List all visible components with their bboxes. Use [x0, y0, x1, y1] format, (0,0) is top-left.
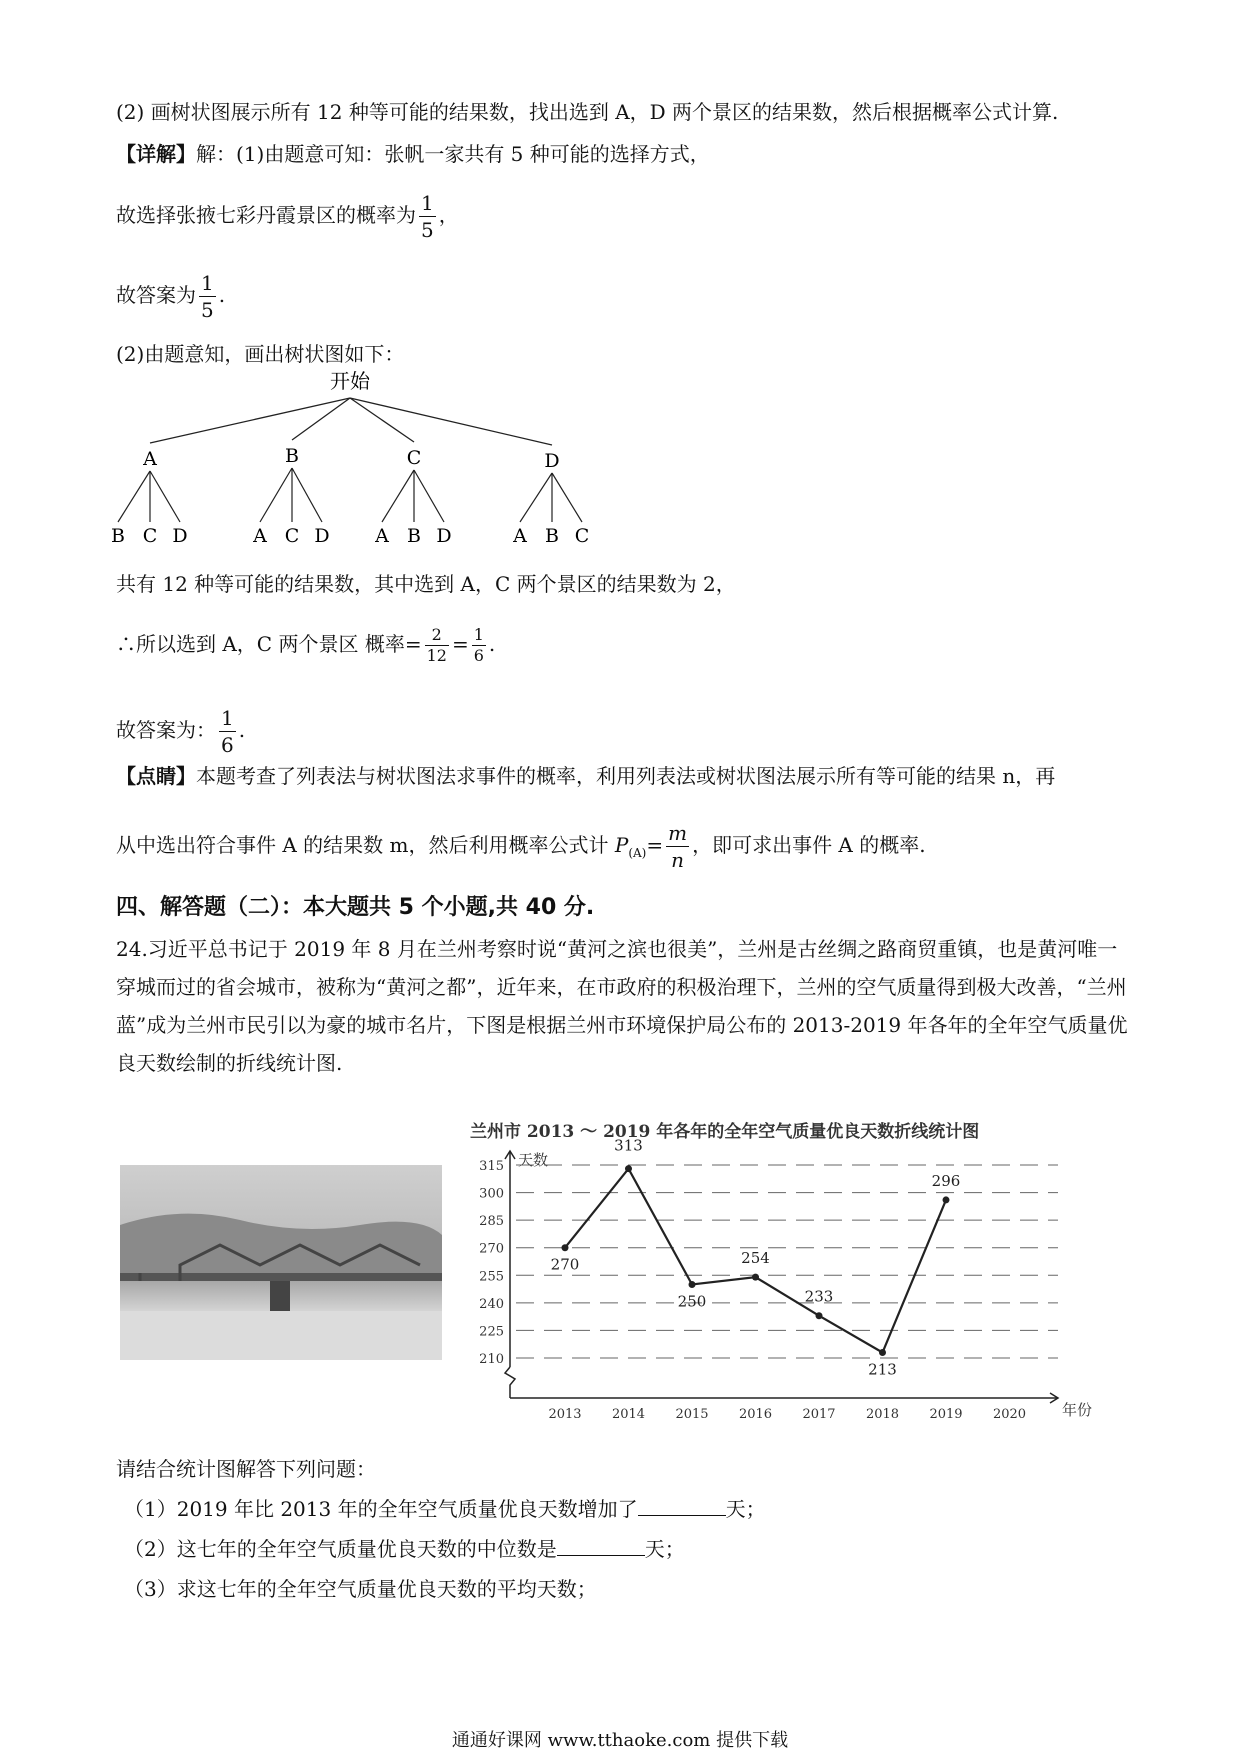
- y-tick-label: 300: [479, 1186, 504, 1202]
- tree-leaf-label: A: [375, 525, 389, 547]
- y-tick-label: 210: [479, 1352, 504, 1367]
- data-label: 213: [868, 1360, 897, 1379]
- y-tick-label: 315: [479, 1159, 504, 1174]
- data-point: [689, 1281, 696, 1288]
- fraction-numerator: m: [668, 821, 688, 845]
- page-footer: 通通好课网 www.tthaoke.com 提供下载: [451, 1730, 789, 1751]
- data-point: [752, 1274, 759, 1281]
- x-tick-label: 2015: [675, 1407, 709, 1422]
- questions-prompt: 请结合统计图解答下列问题：: [116, 1457, 376, 1481]
- data-label: 250: [677, 1292, 707, 1311]
- tree-leaf-label: C: [574, 525, 590, 547]
- question-24-text: 24.习近平总书记于 2019 年 8 月在兰州考察时说“黄河之滨也很美”，兰州是古丝绸之路商贸重镇，也是黄河唯一穿城而过的省会城市，被称为“黄河之都”，近年来，在市政府的积极治理下，兰州的空气质量得到极大改善，“兰州蓝”成为兰州市民引以为豪的城市名片，下图是根据兰州市环境保护局公布的 2013-2019 年各年的全年空气质量优良天数绘制的折线统计图.: [116, 937, 1128, 1075]
- y-tick-label: 225: [479, 1324, 504, 1340]
- question-1: [124, 1495, 766, 1523]
- comment-text2a: 从中选出符合事件 A 的结果数 m，然后利用概率公式计: [116, 833, 609, 857]
- data-label: 270: [550, 1255, 580, 1274]
- formula-p: P: [614, 833, 629, 857]
- fraction-numerator: 2: [425, 625, 449, 646]
- comment-tag: 【点睛】: [116, 764, 196, 788]
- detail-text: 解：(1)由题意可知：张帆一家共有 5 种可能的选择方式，: [196, 142, 710, 166]
- tree-leaf-line: [382, 470, 414, 522]
- chart-title: 兰州市 2013 ～ 2019 年各年的全年空气质量优良天数折线统计图: [470, 1122, 980, 1142]
- comma: ，: [438, 203, 459, 227]
- formula-eq: =: [646, 833, 664, 857]
- answer1-prefix: 故答案为: [116, 283, 196, 307]
- y-tick-label: 255: [479, 1269, 504, 1285]
- fraction-2-12: [425, 625, 449, 666]
- tree-leaf-label: A: [253, 525, 267, 547]
- tree-branch-label: D: [544, 450, 560, 472]
- period: .: [238, 718, 246, 742]
- question-2-unit: 天；: [644, 1537, 685, 1561]
- question-3: （3）求这七年的全年空气质量优良天数的平均天数；: [124, 1577, 597, 1601]
- tree-branch-label: A: [143, 448, 157, 470]
- answer2-line: [116, 705, 245, 758]
- comment-line2: [116, 820, 926, 873]
- bridge-icon: [120, 1165, 442, 1360]
- question-1-text: （1）2019 年比 2013 年的全年空气质量优良天数增加了: [124, 1497, 638, 1521]
- section-heading: 四、解答题（二）：本大题共 5 个小题,共 40 分.: [116, 895, 595, 920]
- x-tick-label: 2014: [611, 1407, 646, 1422]
- bridge-photo: [120, 1165, 442, 1360]
- tree-leaf-label: B: [545, 525, 559, 547]
- data-point: [816, 1312, 823, 1319]
- x-tick-label: 2013: [548, 1407, 582, 1422]
- fraction-1-6: [472, 625, 486, 666]
- fraction-numerator: 1: [221, 706, 234, 730]
- data-point: [562, 1244, 569, 1251]
- question-2: [124, 1535, 685, 1563]
- x-tick-label: 2019: [929, 1407, 963, 1422]
- answer2-prefix: 故答案为：: [116, 718, 216, 742]
- comment-text2b: ，即可求出事件 A 的概率.: [692, 833, 926, 857]
- fraction-denominator: 5: [201, 298, 214, 322]
- y-tick-label: 285: [479, 1214, 504, 1230]
- data-point: [943, 1196, 950, 1203]
- fraction-denominator: n: [671, 848, 685, 872]
- period: .: [218, 283, 226, 307]
- y-tick-label: 270: [479, 1241, 504, 1257]
- tree-leaf-label: D: [314, 525, 330, 547]
- tree-leaf-line: [150, 471, 180, 522]
- tree-branch-line: [350, 398, 414, 442]
- tree-leaf-label: C: [142, 525, 158, 547]
- tree-branch-label: C: [406, 447, 422, 469]
- tree-leaf-line: [292, 468, 322, 522]
- tree-leaf-line: [552, 473, 582, 522]
- axis-break-mark: [505, 1367, 515, 1398]
- tree-leaf-line: [520, 473, 552, 522]
- fraction-numerator: 1: [473, 625, 484, 644]
- data-point: [625, 1165, 632, 1172]
- x-tick-label: 2016: [738, 1407, 773, 1422]
- fraction-1-5-answer: [199, 270, 216, 323]
- answer-blank-2[interactable]: [557, 1535, 645, 1556]
- tree-leaf-line: [118, 471, 150, 522]
- x-tick-label: 2020: [992, 1407, 1027, 1422]
- data-label: 254: [741, 1249, 770, 1268]
- comment-text1: 本题考查了列表法与树状图法求事件的概率，利用列表法或树状图法展示所有等可能的结果 n，再: [196, 764, 1056, 788]
- fraction-denominator: 12: [426, 646, 447, 665]
- tree-leaf-label: D: [436, 525, 452, 547]
- fraction-denominator: 6: [221, 733, 234, 757]
- fraction-numerator: 1: [421, 191, 434, 215]
- fraction-denominator: 5: [421, 218, 434, 242]
- fraction-m-n: [666, 820, 689, 873]
- data-point: [879, 1349, 886, 1356]
- fraction-numerator: 1: [201, 271, 214, 295]
- probability-line: [116, 190, 459, 243]
- fraction-1-6-answer: [219, 705, 236, 758]
- answer1-line: [116, 270, 225, 323]
- therefore-prefix: ∴所以选到 A，C 两个景区 概率=: [116, 632, 422, 656]
- tree-branch-line: [350, 398, 552, 445]
- data-label: 233: [804, 1287, 834, 1306]
- tree-diagram: [0, 370, 700, 560]
- tree-leaf-label: A: [513, 525, 527, 547]
- data-label: 296: [931, 1171, 961, 1190]
- tree-branch-label: B: [285, 445, 299, 467]
- x-axis-label: 年份: [1062, 1401, 1093, 1419]
- line-chart: [460, 1115, 1110, 1435]
- probability-prefix: 故选择张掖七彩丹霞景区的概率为: [116, 203, 416, 227]
- formula-sub: (A): [628, 846, 647, 860]
- equals-sign: =: [451, 632, 469, 656]
- tree-intro: (2)由题意知，画出树状图如下：: [116, 342, 405, 366]
- y-tick-label: 240: [479, 1296, 504, 1312]
- x-tick-label: 2017: [802, 1407, 836, 1422]
- therefore-line: [116, 625, 495, 666]
- x-tick-label: 2018: [865, 1407, 900, 1422]
- comment-line1: [116, 762, 1055, 790]
- answer-blank-1[interactable]: [638, 1495, 726, 1516]
- detail-line: [116, 140, 710, 168]
- tree-leaf-line: [260, 468, 292, 522]
- fraction-1-5: [419, 190, 436, 243]
- period: .: [488, 632, 496, 656]
- data-label: 313: [614, 1136, 643, 1155]
- tree-root-label: 开始: [330, 370, 370, 393]
- question-2-text: （2）这七年的全年空气质量优良天数的中位数是: [124, 1537, 557, 1561]
- detail-tag: 【详解】: [116, 142, 196, 166]
- tree-leaf-label: B: [111, 525, 125, 547]
- solution-plan-line: (2) 画树状图展示所有 12 种等可能的结果数，找出选到 A，D 两个景区的结果数，然后根据概率公式计算.: [116, 100, 1059, 124]
- tree-leaf-label: B: [407, 525, 421, 547]
- outcomes-line: 共有 12 种等可能的结果数，其中选到 A，C 两个景区的结果数为 2，: [116, 572, 736, 596]
- fraction-denominator: 6: [473, 646, 484, 665]
- tree-leaf-label: D: [172, 525, 188, 547]
- y-axis-label: 天数: [518, 1151, 549, 1169]
- tree-leaf-line: [414, 470, 444, 522]
- tree-leaf-label: C: [284, 525, 300, 547]
- question-1-unit: 天；: [725, 1497, 766, 1521]
